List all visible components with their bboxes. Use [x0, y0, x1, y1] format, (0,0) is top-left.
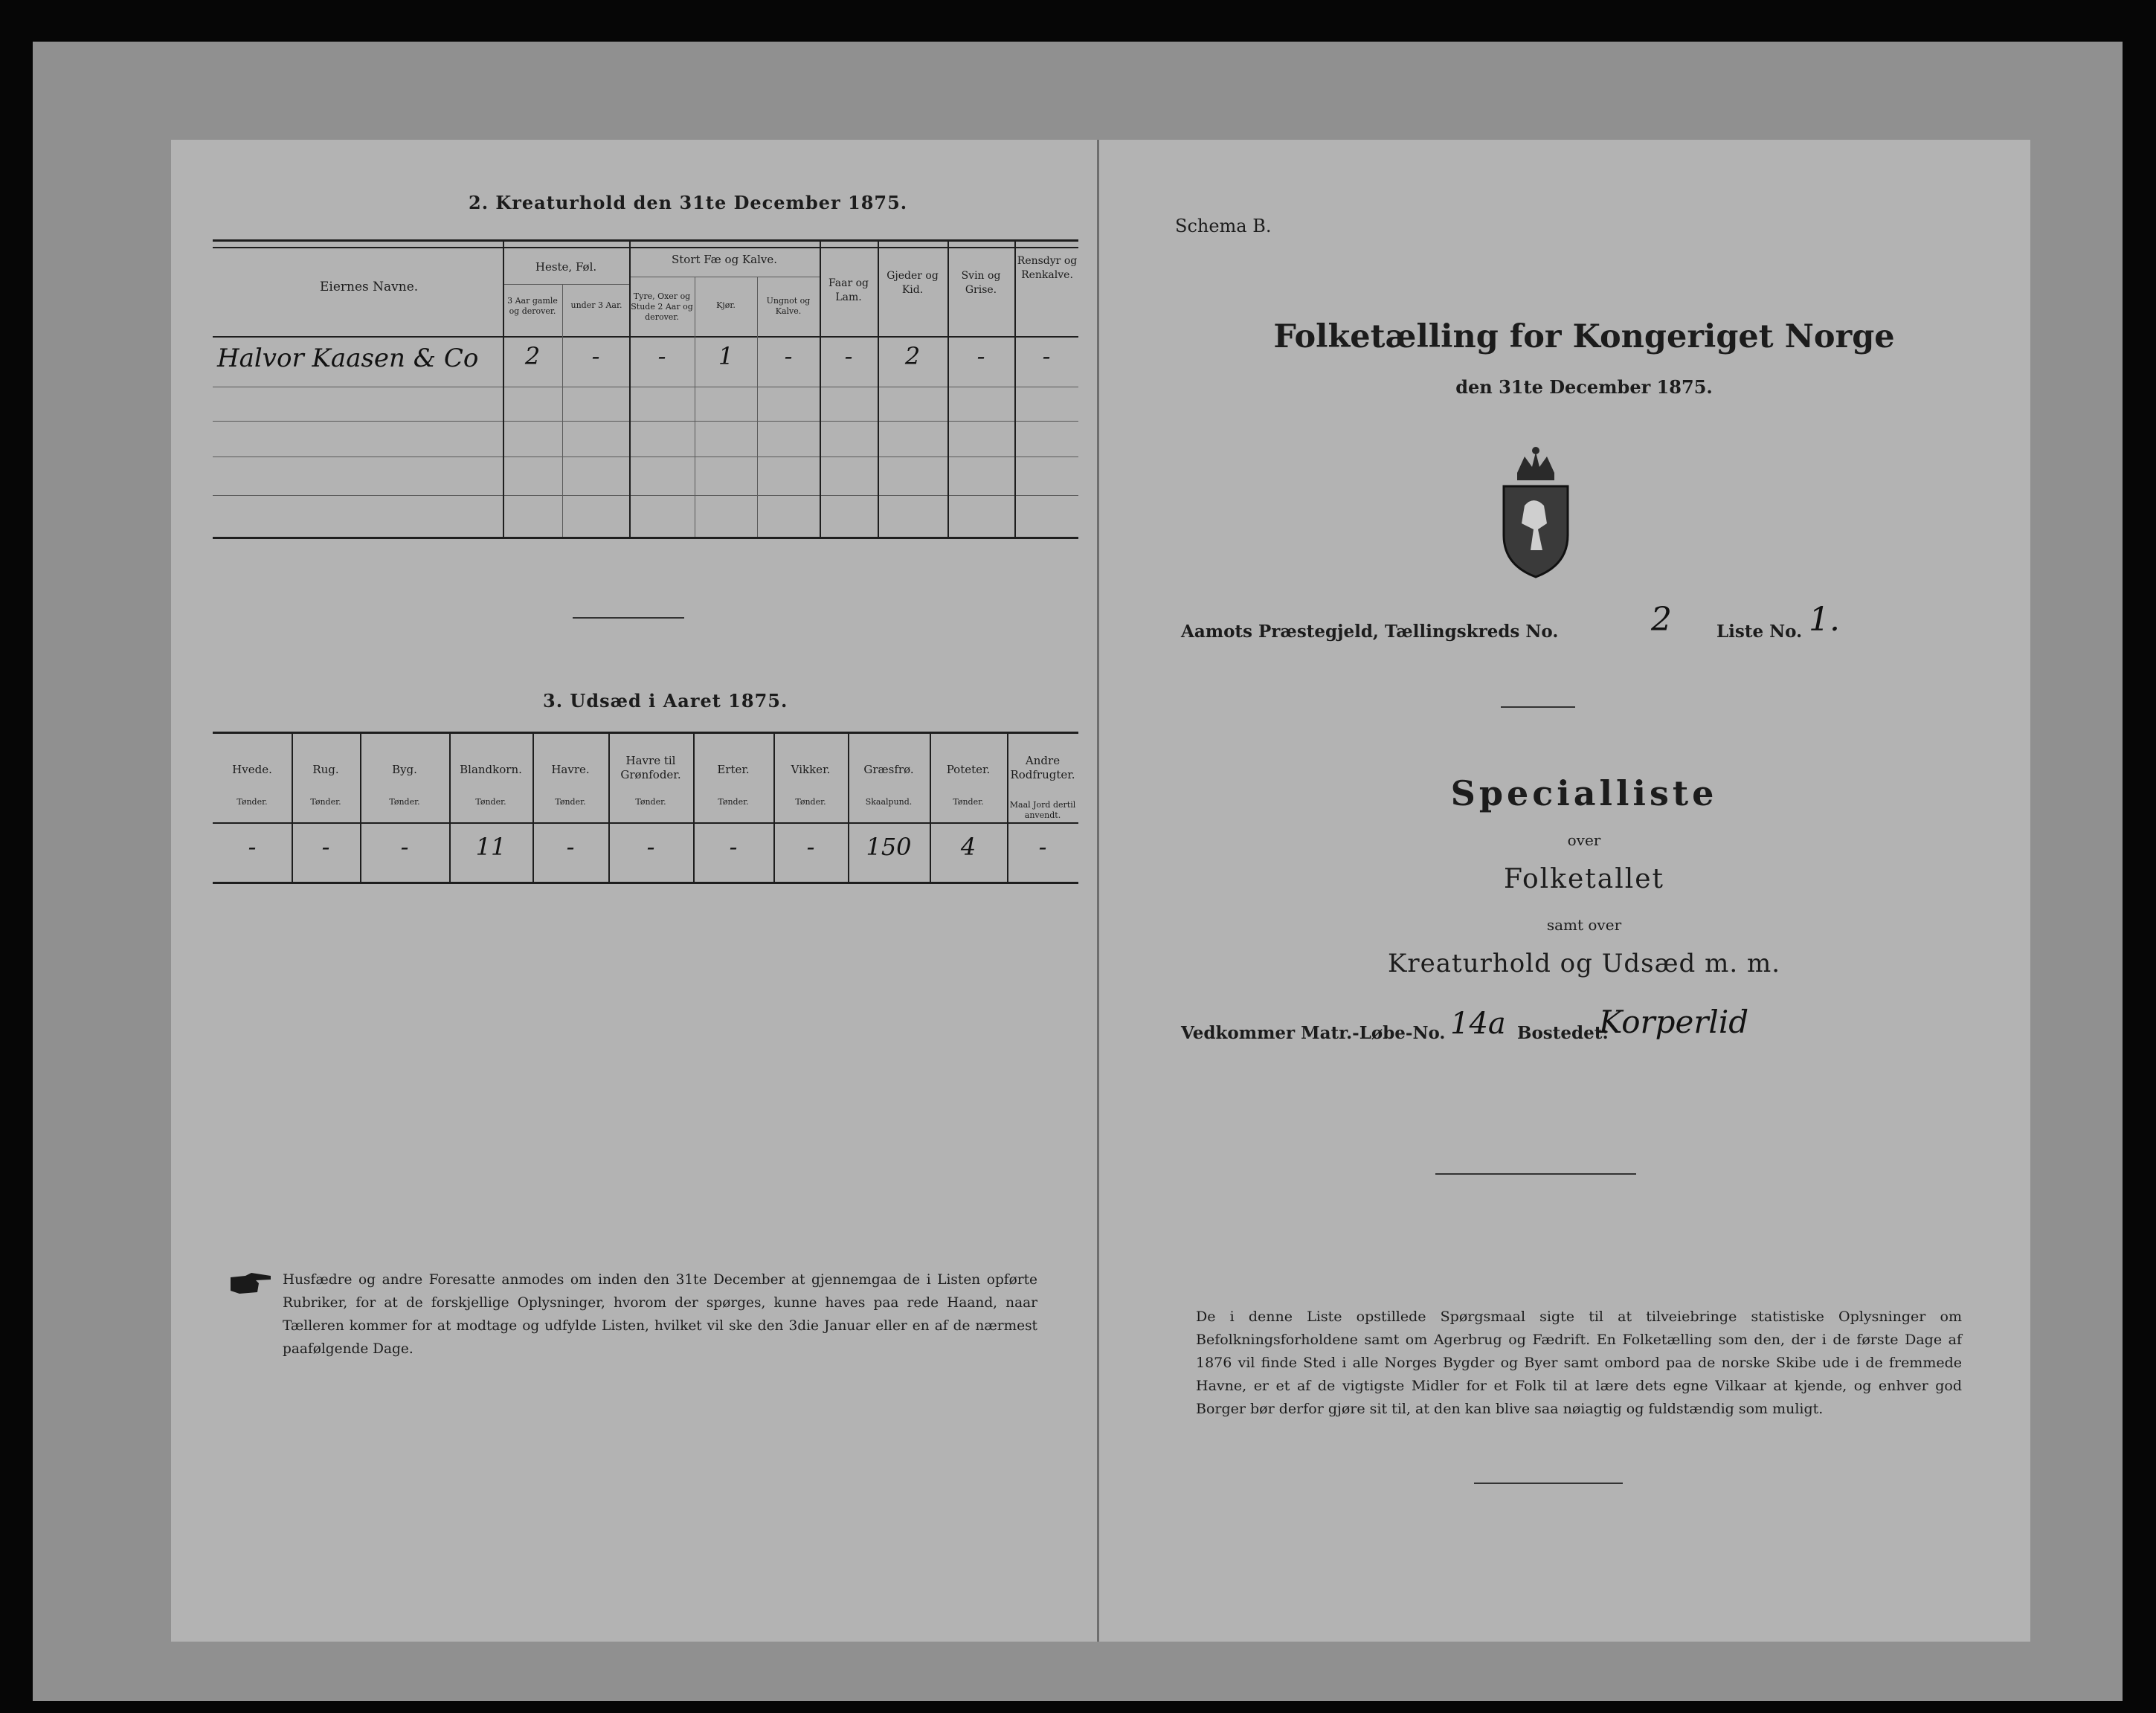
col-horses-young: under 3 Aar.: [570, 300, 622, 310]
seed-col-header: Byg.: [392, 763, 417, 776]
seed-value: -: [729, 833, 738, 861]
seed-value: 150: [866, 833, 912, 861]
seed-col-header: Havre til Grønfoder.: [620, 754, 681, 781]
matr-number: 14a: [1450, 1007, 1506, 1041]
col-cows: Kjør.: [716, 300, 736, 310]
seed-col-unit: Tønder.: [635, 797, 666, 807]
bosted-label: Bostedet:: [1517, 1023, 1609, 1043]
seed-col-header: Rug.: [312, 763, 339, 776]
value-bulls: -: [657, 342, 666, 370]
list-label: Liste No.: [1716, 622, 1803, 642]
census-title: Folketælling for Kongeriget Norge: [1273, 318, 1895, 355]
seed-col-header: Vikker.: [791, 763, 831, 776]
seed-value: -: [566, 833, 575, 861]
over-text: over: [1567, 831, 1601, 849]
value-pigs: -: [976, 342, 985, 370]
value-reindeer: -: [1042, 342, 1051, 370]
horses-group-header: Heste, Føl.: [535, 260, 597, 274]
seed-col-header: Havre.: [551, 763, 590, 776]
census-purpose-text: De i denne Liste opstillede Spørgsmaal sigte til at tilveiebringe statistiske Oplysninger om Befolkningsforholdene samt om Agerbrug og Fædrift. En Folketælling som den, der i de første Dage af 1876 vil finde Sted i alle Norges Bygder og Byer samt ombord paa de norske Skibe ude i de fremmede Havne, er et af de vigtigste Midler for et Folk til at lære dets egne Vilkaar at kjende, og enhver god Borger bør derfor gjøre sit til, at den kan blive saa nøiagtig og fuldstændig som muligt.: [1196, 1309, 1962, 1417]
seed-col-unit: Maal Jord dertil anvendt.: [1009, 800, 1076, 820]
seed-col-header: Erter.: [717, 763, 750, 776]
col-bulls: Tyre, Oxer og Stude 2 Aar og derover.: [631, 291, 693, 322]
value-goats: 2: [904, 342, 921, 370]
seed-value: 4: [960, 833, 976, 861]
district-number: 2: [1651, 601, 1672, 639]
seed-col-unit: Tønder.: [953, 797, 984, 807]
seed-col-unit: Tønder.: [555, 797, 586, 807]
value-sheep: -: [844, 342, 853, 370]
seed-col-header: Andre Rodfrugter.: [1010, 754, 1075, 781]
seed-col-unit: Skaalpund.: [865, 797, 913, 807]
census-date: den 31te December 1875.: [1455, 376, 1713, 398]
separator-rule: [573, 617, 684, 619]
separator-rule: [1501, 706, 1575, 708]
list-number: 1.: [1809, 601, 1840, 639]
value-young-cattle: -: [784, 342, 793, 370]
seed-value: -: [1038, 833, 1047, 861]
schema-label: Schema B.: [1175, 216, 1272, 236]
col-reindeer: Rensdyr og Renkalve.: [1017, 255, 1078, 281]
specialliste-heading: Specialliste: [1450, 773, 1718, 813]
seed-value: -: [400, 833, 409, 861]
cattle-group-header: Stort Fæ og Kalve.: [671, 253, 778, 266]
seed-title: 3. Udsæd i Aaret 1875.: [543, 690, 788, 712]
seed-value: 11: [475, 833, 506, 861]
separator-rule: [1435, 1173, 1636, 1175]
coat-of-arms-icon: [1495, 446, 1577, 580]
livestock-title: 2. Kreaturhold den 31te December 1875.: [469, 192, 908, 213]
col-pigs: Svin og Grise.: [961, 270, 1001, 296]
bosted-value: Korperlid: [1599, 1004, 1749, 1040]
seed-col-unit: Tønder.: [795, 797, 826, 807]
col-young-cattle: Ungnot og Kalve.: [766, 296, 811, 316]
value-cows: 1: [718, 342, 734, 370]
seed-col-header: Hvede.: [232, 763, 272, 776]
seed-col-unit: Tønder.: [236, 797, 268, 807]
instructions-notice: Husfædre og andre Foresatte anmodes om inden den 31te December at gjennemgaa de i Listen opførte Rubriker, for at de forskjellige Oplysninger, hvorom der spørges, kunne haves paa rede Haand, naar Tælleren kommer for at modtage og udfylde Listen, hvilket vil ske den 3die Januar eller en af de nærmest paafølgende Dage.: [283, 1272, 1037, 1357]
seed-value: -: [321, 833, 330, 861]
value-horses-young: -: [591, 342, 600, 370]
col-goats: Gjeder og Kid.: [886, 270, 939, 296]
seed-col-unit: Tønder.: [389, 797, 420, 807]
owner-column-header: Eiernes Navne.: [320, 280, 419, 294]
seed-col-header: Poteter.: [946, 763, 991, 776]
livestock-seed-heading: Kreaturhold og Udsæd m. m.: [1387, 949, 1780, 978]
col-horses-old: 3 Aar gamle og derover.: [507, 296, 558, 316]
seed-col-header: Græsfrø.: [863, 763, 914, 776]
owner-name: Halvor Kaasen & Co: [217, 343, 479, 373]
seed-value: -: [248, 833, 257, 861]
seed-col-unit: Tønder.: [475, 797, 506, 807]
matr-label: Vedkommer Matr.-Løbe-No.: [1181, 1023, 1446, 1043]
page-fold: [1097, 140, 1099, 1642]
folketallet-heading: Folketallet: [1503, 864, 1665, 894]
seed-col-unit: Tønder.: [718, 797, 749, 807]
seed-value: -: [806, 833, 815, 861]
seed-value: -: [646, 833, 655, 861]
pointing-hand-icon: [229, 1270, 274, 1297]
samt-over-text: samt over: [1546, 916, 1622, 934]
separator-rule: [1474, 1483, 1623, 1484]
col-sheep: Faar og Lam.: [828, 277, 869, 303]
value-horses-old: 2: [524, 342, 541, 370]
parish-label: Aamots Præstegjeld, Tællingskreds No.: [1181, 622, 1559, 642]
seed-col-header: Blandkorn.: [460, 763, 522, 776]
seed-col-unit: Tønder.: [310, 797, 341, 807]
